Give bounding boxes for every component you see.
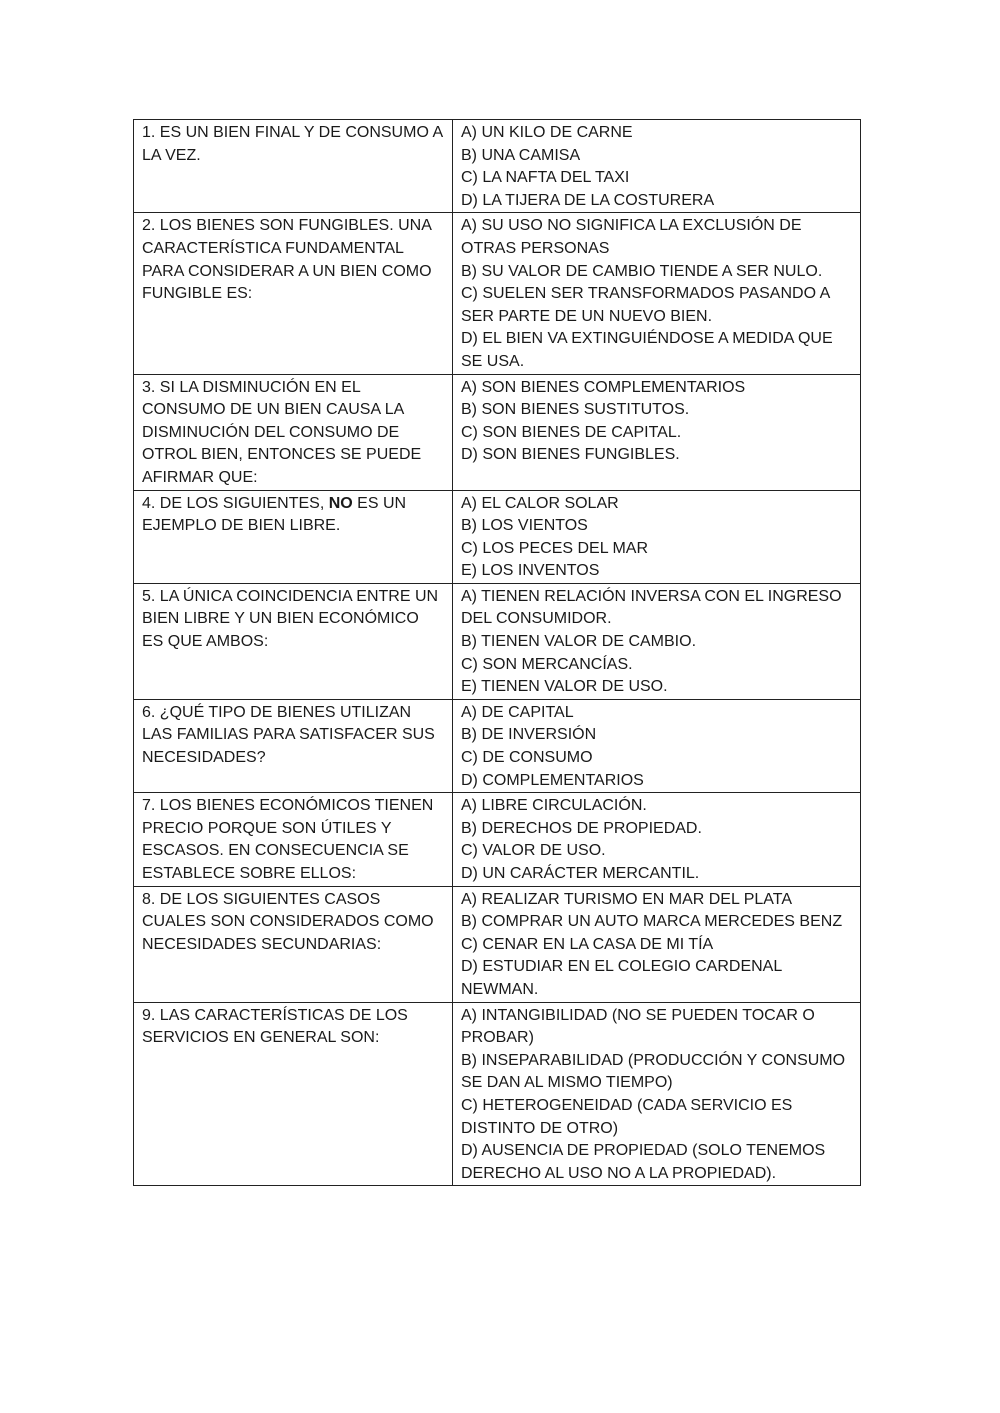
question-cell xyxy=(134,886,453,1002)
question-row-4 xyxy=(134,490,861,583)
options-cell xyxy=(453,213,861,374)
options-cell xyxy=(453,793,861,886)
option-b: B) SU VALOR DE CAMBIO TIENDE A SER NULO. xyxy=(461,262,823,280)
question-cell xyxy=(134,490,453,583)
question-row-5 xyxy=(134,583,861,699)
option-c: C) VALOR DE USO. xyxy=(461,842,606,860)
question-cell xyxy=(134,793,453,886)
option-c: C) DE CONSUMO xyxy=(461,749,593,767)
question-cell xyxy=(134,374,453,490)
option-b: B) INSEPARABILIDAD (PRODUCCIÓN Y CONSUMO SE DAN AL MISMO TIEMPO) xyxy=(461,1051,846,1092)
option-c: C) SUELEN SER TRANSFORMADOS PASANDO A SER PARTE DE UN NUEVO BIEN. xyxy=(461,285,830,325)
question-cell xyxy=(134,213,453,374)
question-text: 8. DE LOS SIGUIENTES CASOS CUALES SON CONSIDERADOS COMO NECESIDADES SECUNDARIAS: xyxy=(142,890,434,953)
question-text: 1. ES UN BIEN FINAL Y DE CONSUMO A LA VEZ. xyxy=(142,124,443,164)
option-a: A) SON BIENES COMPLEMENTARIOS xyxy=(461,378,746,396)
options-cell xyxy=(453,886,861,1002)
option-a: A) UN KILO DE CARNE xyxy=(461,124,633,141)
question-row-6 xyxy=(134,699,861,792)
question-text-after: ES UN EJEMPLO DE BIEN LIBRE. xyxy=(142,494,407,535)
option-b: B) DERECHOS DE PROPIEDAD. xyxy=(461,819,702,837)
options-cell xyxy=(453,374,861,490)
option-d: D) LA TIJERA DE LA COSTURERA xyxy=(461,191,715,209)
option-c: C) SON BIENES DE CAPITAL. xyxy=(461,423,682,441)
question-text-before: 4. DE LOS SIGUIENTES, xyxy=(142,494,329,512)
question-row-1 xyxy=(134,120,861,213)
question-row-9 xyxy=(134,1002,861,1186)
option-a: A) INTANGIBILIDAD (NO SE PUEDEN TOCAR O PROBAR) xyxy=(461,1006,815,1047)
options-cell xyxy=(453,1002,861,1186)
option-b: B) DE INVERSIÓN xyxy=(461,726,597,744)
option-a: A) SU USO NO SIGNIFICA LA EXCLUSIÓN DE OTRAS PERSONAS xyxy=(461,217,802,257)
question-cell xyxy=(134,120,453,213)
question-cell xyxy=(134,1002,453,1186)
option-d: D) COMPLEMENTARIOS xyxy=(461,771,644,789)
question-row-3 xyxy=(134,374,861,490)
option-d: D) SON BIENES FUNGIBLES. xyxy=(461,446,680,464)
options-cell xyxy=(453,699,861,792)
option-e: E) LOS INVENTOS xyxy=(461,562,600,580)
option-c: C) SON MERCANCÍAS. xyxy=(461,655,633,673)
option-e: E) TIENEN VALOR DE USO. xyxy=(461,678,668,696)
question-cell xyxy=(134,699,453,792)
question-row-8 xyxy=(134,886,861,1002)
option-b: B) COMPRAR UN AUTO MARCA MERCEDES BENZ xyxy=(461,913,843,931)
option-d: D) UN CARÁCTER MERCANTIL. xyxy=(461,865,700,882)
question-text-bold: NO xyxy=(328,494,353,512)
option-c: C) LOS PECES DEL MAR xyxy=(461,539,649,557)
option-c: C) LA NAFTA DEL TAXI xyxy=(461,169,630,187)
options-cell xyxy=(453,120,861,213)
option-a: A) DE CAPITAL xyxy=(461,703,574,721)
option-b: B) LOS VIENTOS xyxy=(461,517,588,535)
option-a: A) TIENEN RELACIÓN INVERSA CON EL INGRESO DEL CONSUMIDOR. xyxy=(461,587,842,628)
option-a: A) REALIZAR TURISMO EN MAR DEL PLATA xyxy=(461,890,793,908)
option-d: D) EL BIEN VA EXTINGUIÉNDOSE A MEDIDA QUE SE USA. xyxy=(461,330,833,370)
option-c: C) CENAR EN LA CASA DE MI TÍA xyxy=(461,935,714,953)
question-text: 9. LAS CARACTERÍSTICAS DE LOS SERVICIOS EN GENERAL SON: xyxy=(142,1006,408,1047)
question-row-7 xyxy=(134,793,861,886)
option-d: D) AUSENCIA DE PROPIEDAD (SOLO TENEMOS DERECHO AL USO NO A LA PROPIEDAD). xyxy=(461,1142,826,1182)
options-cell xyxy=(453,583,861,699)
question-text: 6. ¿QUÉ TIPO DE BIENES UTILIZAN LAS FAMILIAS PARA SATISFACER SUS NECESIDADES? xyxy=(142,703,435,767)
option-c: C) HETEROGENEIDAD (CADA SERVICIO ES DISTINTO DE OTRO) xyxy=(461,1096,793,1137)
question-text: 7. LOS BIENES ECONÓMICOS TIENEN PRECIO PORQUE SON ÚTILES Y ESCASOS. EN CONSECUENCIA SE ESTABLECE SOBRE ELLOS: xyxy=(142,797,434,882)
question-text: 3. SI LA DISMINUCIÓN EN EL CONSUMO DE UN BIEN CAUSA LA DISMINUCIÓN DEL CONSUMO DE OTROL BIEN, ENTONCES SE PUEDE AFIRMAR QUE: xyxy=(142,378,422,486)
option-d: D) ESTUDIAR EN EL COLEGIO CARDENAL NEWMAN. xyxy=(461,958,782,998)
option-b: B) UNA CAMISA xyxy=(461,146,581,164)
question-row-2 xyxy=(134,213,861,374)
quiz-table xyxy=(133,119,861,1186)
question-cell xyxy=(134,583,453,699)
options-cell xyxy=(453,490,861,583)
option-a: A) EL CALOR SOLAR xyxy=(461,494,619,512)
option-b: B) TIENEN VALOR DE CAMBIO. xyxy=(461,633,697,651)
option-a: A) LIBRE CIRCULACIÓN. xyxy=(461,797,647,815)
option-b: B) SON BIENES SUSTITUTOS. xyxy=(461,401,690,419)
question-text: 2. LOS BIENES SON FUNGIBLES. UNA CARACTERÍSTICA FUNDAMENTAL PARA CONSIDERAR A UN BIEN COMO FUNGIBLE ES: xyxy=(142,217,432,303)
question-text: 5. LA ÚNICA COINCIDENCIA ENTRE UN BIEN LIBRE Y UN BIEN ECONÓMICO ES QUE AMBOS: xyxy=(142,587,439,651)
